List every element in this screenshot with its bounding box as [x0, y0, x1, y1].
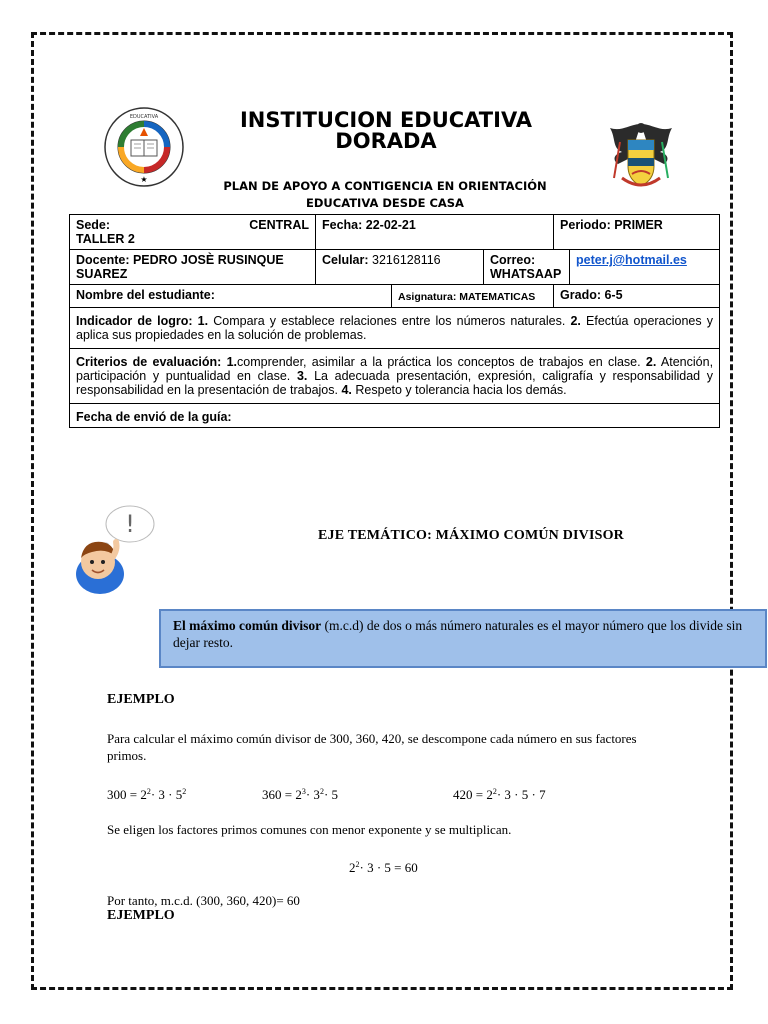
factorization-360-exp1: 3	[301, 787, 306, 796]
svg-text:EDUCATIVA: EDUCATIVA	[129, 114, 159, 120]
ejemplo-heading-2: EJEMPLO	[107, 908, 175, 923]
ejemplo-rule: Se eligen los factores primos comunes con menor exponente y se multiplican.	[107, 822, 512, 837]
indicador-text-2: Efectúa operaciones y aplica sus propiedades en la solución de problemas.	[76, 314, 714, 342]
institution-title	[236, 110, 536, 152]
factorization-360-lhs: 360 = 2	[262, 787, 302, 802]
factorization-360-mid: · 3	[305, 787, 320, 802]
info-table	[69, 214, 720, 428]
estudiante-cell: Nombre del estudiante:	[70, 285, 392, 308]
correo-label: Correo:	[490, 253, 536, 267]
plan-title	[210, 178, 560, 212]
plan-title-line1: PLAN DE APOYO A CONTIGENCIA EN ORIENTACIÓN	[223, 179, 547, 193]
ejemplo-result	[349, 856, 418, 876]
factorization-360	[262, 783, 338, 803]
factorization-300-exp1: 2	[146, 787, 151, 796]
ejemplo-conclusion: Por tanto, m.c.d. (300, 360, 420)= 60	[107, 893, 300, 908]
definition-box	[159, 609, 767, 668]
info-row-fecha-envio	[70, 404, 720, 428]
info-row-estudiante	[70, 285, 720, 308]
info-row-sede	[70, 215, 720, 250]
ejemplo-intro: Para calcular el máximo común divisor de 300, 360, 420, se descompone cada número en sus factores primos.	[107, 731, 637, 763]
factorization-300-lhs: 300 = 2	[107, 787, 147, 802]
sede-label: Sede:	[76, 218, 111, 232]
result-base: 2	[349, 860, 356, 875]
email-link[interactable]: peter.j@hotmail.es	[576, 253, 687, 267]
ejemplo-heading: EJEMPLO	[107, 692, 175, 707]
svg-text:!: !	[125, 510, 135, 538]
institution-title-line1: INSTITUCION EDUCATIVA	[239, 108, 533, 132]
fecha-envio-cell: Fecha de envió de la guía:	[70, 404, 720, 428]
indicador-cell	[70, 308, 720, 349]
celular-value: 3216128116	[372, 253, 441, 267]
factorization-420-lhs: 420 = 2	[453, 787, 493, 802]
info-row-criterios	[70, 349, 720, 404]
definition-term: El máximo común divisor	[173, 618, 322, 633]
criterios-text-1: comprender, asimilar a la práctica los conceptos de trabajos en clase.	[237, 355, 641, 369]
factorization-300-mid: · 3 · 5	[150, 787, 183, 802]
result-exp: 2	[355, 860, 360, 869]
correo-sub: WHATSAAP	[490, 267, 562, 281]
indicador-text-1: Compara y establece relaciones entre los números naturales.	[213, 314, 566, 328]
eje-tematico-title: EJE TEMÁTICO: MÁXIMO COMÚN DIVISOR	[318, 528, 624, 543]
factorization-300	[107, 783, 186, 803]
factorization-300-exp2: 2	[182, 787, 187, 796]
indicador-num-1: 1.	[197, 314, 209, 328]
grado-cell: Grado: 6-5	[554, 285, 720, 308]
info-row-indicador	[70, 308, 720, 349]
criterios-label: Criterios de evaluación:	[76, 355, 222, 369]
taller-label: TALLER 2	[76, 232, 135, 246]
coat-of-arms-logo	[600, 118, 682, 194]
sede-cell	[70, 215, 316, 250]
celular-label: Celular:	[322, 253, 369, 267]
criterios-text-2: Atención, participación y puntualidad en clase.	[76, 355, 714, 383]
criterios-text-4: Respeto y tolerancia hacia los demás.	[355, 383, 567, 397]
factorization-360-tail: · 5	[323, 787, 339, 802]
institution-title-line2: DORADA	[335, 129, 437, 153]
info-row-docente	[70, 250, 720, 285]
definition-text: (m.c.d) de dos o más número naturales es el mayor número que los divide sin dejar resto.	[173, 618, 743, 650]
criterios-num-4: 4.	[341, 383, 352, 397]
thinking-kid-illustration	[72, 502, 162, 598]
sede-value: CENTRAL	[249, 218, 309, 232]
fecha-cell: Fecha: 22-02-21	[316, 215, 554, 250]
criterios-text-3: La adecuada presentación, expresión, caligrafía y responsabilidad y responsabilidad en la presentación de trabajos.	[76, 369, 714, 397]
asignatura-cell: Asignatura: MATEMATICAS	[392, 285, 554, 308]
email-cell	[570, 250, 720, 285]
criterios-num-3: 3.	[296, 369, 308, 383]
factorization-420	[453, 783, 546, 803]
factorization-420-exp1: 2	[492, 787, 497, 796]
factorization-360-exp2: 2	[319, 787, 324, 796]
school-seal-logo	[103, 106, 185, 188]
indicador-label: Indicador de logro:	[76, 314, 193, 328]
correo-cell	[484, 250, 570, 285]
criterios-num-2: 2.	[645, 355, 657, 369]
indicador-num-2: 2.	[570, 314, 581, 328]
criterios-cell	[70, 349, 720, 404]
criterios-num-1: 1.	[226, 355, 238, 369]
result-rest: · 3 · 5 = 60	[359, 860, 418, 875]
plan-title-line2: EDUCATIVA DESDE CASA	[306, 196, 464, 210]
docente-cell: Docente: PEDRO JOSÈ RUSINQUE SUAREZ	[70, 250, 316, 285]
svg-text:★: ★	[140, 175, 148, 184]
periodo-cell: Periodo: PRIMER	[554, 215, 720, 250]
celular-cell	[316, 250, 484, 285]
factorization-420-mid: · 3 · 5 · 7	[496, 787, 546, 802]
